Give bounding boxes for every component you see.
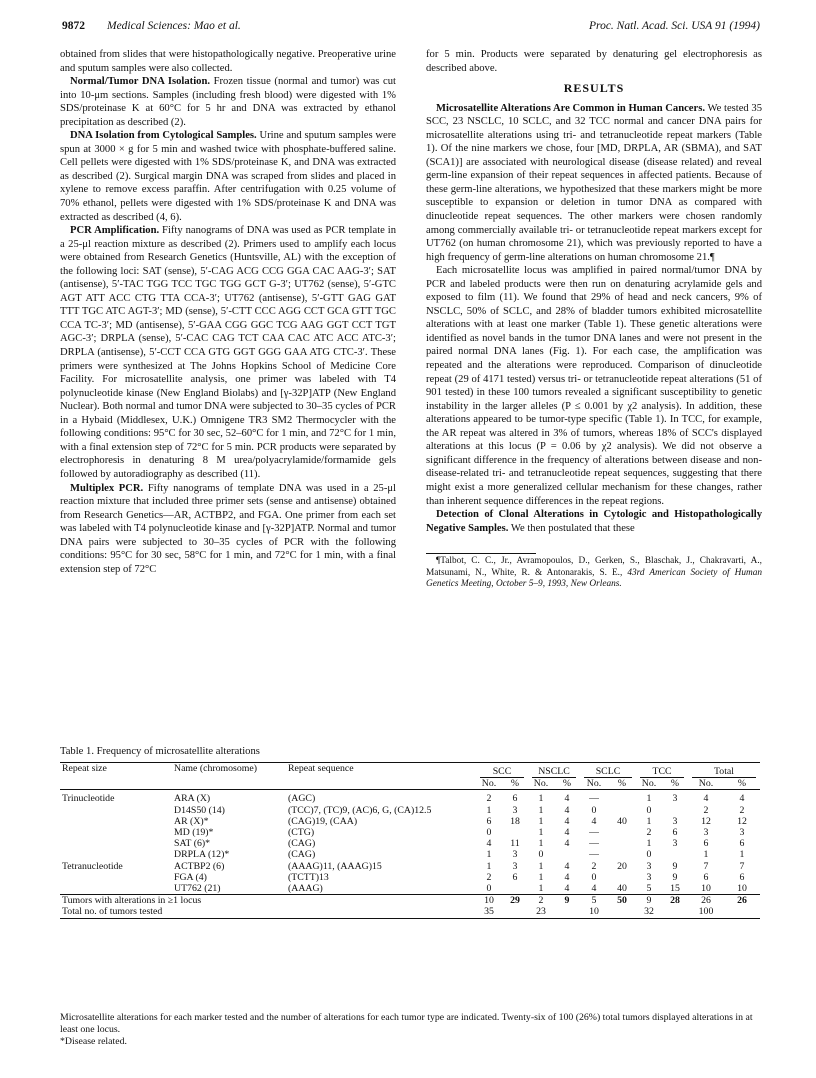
repeat-sequence-cell: (AAAG) <box>288 883 323 895</box>
value-cell: 4 <box>591 883 597 895</box>
value-cell: 2 <box>486 793 492 805</box>
value-cell: 1 <box>703 849 709 861</box>
repeat-size-cell <box>60 838 172 849</box>
header-repeat-size: Repeat size <box>62 763 107 774</box>
summary-alterations-value: 5 <box>580 895 608 907</box>
right-continuation: for 5 min. Products were separated by denaturing gel electrophoresis as described above. <box>426 49 762 74</box>
value-cell: 2 <box>486 871 492 883</box>
value-cell: 4 <box>486 838 492 850</box>
value-cell: 6 <box>739 838 745 850</box>
value-cell: 3 <box>646 860 652 872</box>
summary-total-label: Total no. of tumors tested <box>60 906 476 918</box>
value-cell: 1 <box>538 860 544 872</box>
value-cell: 1 <box>646 815 652 827</box>
footnote-rule <box>426 553 536 554</box>
repeat-sequence-cell: (AAAG)11, (AAAG)15 <box>288 860 382 872</box>
value-cell: 3 <box>646 871 652 883</box>
right-paragraph <box>426 508 762 535</box>
left-paragraph-heading: Normal/Tumor DNA Isolation. <box>70 76 210 88</box>
header-name-chromosome: Name (chromosome) <box>174 763 257 774</box>
value-cell: 4 <box>564 883 570 895</box>
left-paragraph <box>60 224 396 481</box>
table-row <box>60 883 760 895</box>
value-cell: 0 <box>646 804 652 816</box>
value-cell: 2 <box>739 804 745 816</box>
right-column <box>426 48 762 591</box>
value-cell: 9 <box>672 860 678 872</box>
value-cell: 0 <box>538 849 544 861</box>
right-paragraph-text: Each microsatellite locus was amplified in paired normal/tumor DNA by PCR and labeled products were then run on denaturing acrylamide gels and exposed to film (11). We found that 29% of head and neck cancers, 9% of NSCLC, 50% of SCLC, and 28% of bladder tumors exhibited microsatellite alterations with at least one marker (Table 1). These genetic alterations were identified as novel bands in the tumor DNA lanes and were not present in the paired normal DNA lanes (Fig. 1). For each case, the amplification was repeated and the alterations were reproduced. Comparison of dinucleotide repeat (29 of 4171 tested) versus tri- or tetranucleotide repeat alterations (51 of 901 tested) in these 100 tumors revealed a significant susceptibility to genetic instability in the larger alleles (P ≤ 0.001 by χ2 analysis). In addition, these alterations appeared to be tumor-type specific (Table 1). In TCC, for example, the AR repeat was altered in 3% of tumors, whereas 18% of SCC's displayed alterations at this locus (P = 0.06 by χ2 analysis). We did not observe a significant difference in the frequency of alterations between disease and non-disease-related tri- and tetranucleotide repeat sequences, suggesting that there might exist a more generalized cellular mechanism for these changes, rather than inherent sequence differences in the repeat regions. <box>426 265 762 507</box>
marker-name-cell: SAT (6)* <box>174 838 211 850</box>
value-cell: 4 <box>564 804 570 816</box>
value-cell: 10 <box>737 883 747 895</box>
table-row <box>60 861 760 872</box>
value-cell: 3 <box>512 860 518 872</box>
value-cell: — <box>589 849 599 861</box>
value-cell: 3 <box>703 827 709 839</box>
value-cell: 1 <box>739 849 745 861</box>
value-cell <box>662 805 688 816</box>
right-paragraph-text: We then postulated that these <box>508 522 635 534</box>
results-heading: RESULTS <box>563 81 625 96</box>
repeat-sequence-cell: (CAG) <box>288 838 316 850</box>
right-paragraph-text: We tested 35 SCC, 23 NSCLC, 10 SCLC, and 32 TCC normal and cancer DNA pairs for microsatellite alterations using tri- and tetranucleotide repeat markers (Table 1). Of the nine markers we chose, four [MD, DRPLA, AR (SBMA), and SAT (SCA1)] are associated with neurological disease (disease related) and reveal germ-line expansion of their repeat sequences in affected patients. Because of these germ-line alterations, we hypothesized that these markers might be more susceptible to expansion or deletion in tumor DNA as compared with dinucleotide repeat sequences. The other markers were chosen randomly among commercially available tri- or tetranucleotide repeat markers except for UT762 (on human chromosome 21), which was previously reported to have a high frequency of germ-line alterations on human chromosome 21.¶ <box>426 102 762 263</box>
subheader-no: No. <box>528 778 554 790</box>
table-row <box>60 790 760 805</box>
value-cell: 6 <box>512 793 518 805</box>
disease-note: *Disease related. <box>60 1036 127 1047</box>
value-cell: 2 <box>646 827 652 839</box>
value-cell: 4 <box>739 793 745 805</box>
right-paragraph-heading: Microsatellite Alterations Are Common in Human Cancers. <box>436 102 705 114</box>
summary-alterations-value: 28 <box>662 895 688 907</box>
value-cell: 7 <box>739 860 745 872</box>
value-cell: 1 <box>538 793 544 805</box>
marker-name-cell: MD (19)* <box>174 827 214 839</box>
value-cell: 3 <box>739 827 745 839</box>
value-cell: 11 <box>510 838 520 850</box>
subheader-percent: % <box>724 778 760 790</box>
value-cell: 6 <box>739 871 745 883</box>
table-note: Microsatellite alterations for each marker tested and the number of alterations for each tumor type are indicated. Twenty-six of 100 (26%) total tumors displayed alterations in at least one locus. <box>60 1012 753 1035</box>
marker-name-cell: FGA (4) <box>174 871 207 883</box>
summary-alterations-row <box>60 895 760 907</box>
page-number: 9872 <box>62 20 85 32</box>
repeat-sequence-cell: (TCC)7, (TC)9, (AC)6, G, (CA)12.5 <box>288 804 432 816</box>
summary-alterations-value: 10 <box>476 895 502 907</box>
value-cell: 0 <box>591 871 597 883</box>
running-header <box>62 20 760 34</box>
summary-total-value <box>554 906 580 918</box>
value-cell: 1 <box>538 804 544 816</box>
summary-total-value: 35 <box>476 906 502 918</box>
left-paragraph <box>60 48 396 75</box>
repeat-size-cell <box>60 849 172 860</box>
value-cell <box>502 827 528 838</box>
summary-total-value: 23 <box>528 906 554 918</box>
repeat-size-cell <box>60 827 172 838</box>
summary-total-value <box>502 906 528 918</box>
value-cell: 9 <box>672 871 678 883</box>
subheader-no: No. <box>636 778 662 790</box>
value-cell: 0 <box>591 804 597 816</box>
value-cell: 4 <box>564 838 570 850</box>
value-cell <box>608 849 636 860</box>
value-cell: 12 <box>737 815 747 827</box>
value-cell: 2 <box>703 804 709 816</box>
repeat-size-cell <box>60 805 172 816</box>
value-cell: 0 <box>486 883 492 895</box>
value-cell: 3 <box>672 793 678 805</box>
value-cell: 1 <box>486 849 492 861</box>
value-cell <box>608 790 636 805</box>
results-paragraphs <box>426 102 762 536</box>
summary-total-value <box>662 906 688 918</box>
summary-total-value <box>724 906 760 918</box>
value-cell: 0 <box>646 849 652 861</box>
value-cell: 20 <box>617 860 627 872</box>
repeat-sequence-cell: (CAG)19, (CAA) <box>288 815 358 827</box>
value-cell: 40 <box>617 883 627 895</box>
table-notes <box>60 1012 760 1048</box>
left-paragraph-text: Frozen tissue (normal and tumor) was cut into 10-μm sections. Samples (including fresh blood) were digested with 1% SDS/proteinase K at 60°C for 5 hr and DNA was extracted by ethanol precipitation as described (2). <box>60 76 396 128</box>
subheader-percent: % <box>662 778 688 790</box>
summary-alterations-value: 26 <box>688 895 724 907</box>
left-paragraph-text: obtained from slides that were histopathologically negative. Preoperative urine and sputum samples were also collected. <box>60 49 396 74</box>
value-cell: 4 <box>564 871 570 883</box>
repeat-size-cell: Trinucleotide <box>62 793 115 805</box>
left-paragraph <box>60 129 396 224</box>
value-cell: 3 <box>512 849 518 861</box>
repeat-sequence-cell: (CAG) <box>288 849 316 861</box>
value-cell: — <box>589 793 599 805</box>
subheader-no: No. <box>580 778 608 790</box>
left-paragraph-text: Fifty nanograms of DNA was used as PCR template in a 25-μl reaction mixture as described (2). Primers used to amplify each locus were obtained from Research Genetics (Huntsville, AL) with the exception of the following loci: SAT (sense), 5′-CAG ACG CCG GGA CAC AAG-3′; SAT (antisense), 5′-TAC TGG TCC TGC TGG GCT G-3′; UT762 (sense), 5′-GTC AGT ATT ACC CTG TTA CCA-3′; UT762 (antisense), 5′-GTT GAG GAT TTT TGC ATC AGT-3′; MD (sense), 5′-CTT CCC AGG CCT GCA GTT TGC CCA TC-3′; MD (antisense), 5′-GAA CGG GGC TCG AAG GGT CCT TGT AGC-3′; DRPLA (sense), 5′-CAC CAG TCT CAA CAC ATC ACC ATC-3′; DRPLA (antisense), 5′-CCT CCA GTG GGT GGG GAA ATG CTC-3′. These primers were synthesized at The Johns Hopkins School of Medicine Core Facility. For microsatellite analysis, one primer was labeled with T4 polynucleotide kinase (New England Biolabs) and [γ-32P]ATP (New England Nuclear). Both normal and tumor DNA were subjected to 30–35 cycles of PCR in a Hybaid (Middlesex, U.K.) Omnigene TR3 SM2 Thermocycler with the following conditions: 95°C for 30 sec, 52–60°C for 1 min, and 72°C for 1 min, with a final extension step of 72°C for 5 min. PCR products were separated by electrophoresis in denaturing 8 M urea/polyacrylamide/formamide gels followed by autoradiography as described (11). <box>60 225 396 480</box>
value-cell: 3 <box>672 838 678 850</box>
value-cell: 1 <box>486 860 492 872</box>
section-label: Medical Sciences: Mao et al. <box>107 20 241 32</box>
footnote <box>426 556 762 591</box>
value-cell: 3 <box>672 815 678 827</box>
value-cell: 1 <box>538 838 544 850</box>
frequency-table <box>60 762 760 919</box>
table-row <box>60 849 760 860</box>
value-cell <box>608 838 636 849</box>
left-paragraph-heading: DNA Isolation from Cytological Samples. <box>70 130 257 142</box>
marker-name-cell: UT762 (21) <box>174 883 221 895</box>
group-sclc: SCLC <box>584 766 632 778</box>
value-cell <box>662 849 688 860</box>
repeat-size-cell: Tetranucleotide <box>62 860 123 872</box>
summary-total-value: 100 <box>688 906 724 918</box>
value-cell: 15 <box>670 883 680 895</box>
summary-total-value: 32 <box>636 906 662 918</box>
table-caption: Table 1. Frequency of microsatellite alterations <box>60 746 260 757</box>
summary-alterations-value: 29 <box>502 895 528 907</box>
group-tcc: TCC <box>640 766 684 778</box>
repeat-size-cell <box>60 883 172 895</box>
value-cell: 4 <box>703 793 709 805</box>
group-nsclc: NSCLC <box>532 766 576 778</box>
value-cell: 5 <box>646 883 652 895</box>
value-cell <box>502 883 528 895</box>
value-cell: 6 <box>703 871 709 883</box>
value-cell: 4 <box>564 815 570 827</box>
value-cell <box>554 849 580 860</box>
value-cell: — <box>589 827 599 839</box>
summary-alterations-value: 50 <box>608 895 636 907</box>
marker-name-cell: ACTBP2 (6) <box>174 860 225 872</box>
value-cell: 3 <box>512 804 518 816</box>
left-column <box>60 48 396 576</box>
footnote-authors: ¶Talbot, C. C., Jr., Avramopoulos, D., Gerken, S., Blaschak, J., Chakravarti, A., Matsunami, N., White, R. & Antonarakis, S. E., <box>426 556 762 578</box>
value-cell: 6 <box>486 815 492 827</box>
left-paragraph <box>60 482 396 577</box>
right-paragraph <box>426 102 762 265</box>
footnote-meeting: 43rd American Society of Human Genetics Meeting, October 5–9, 1993, New Orleans. <box>426 567 762 590</box>
marker-name-cell: D14S50 (14) <box>174 804 225 816</box>
value-cell <box>608 827 636 838</box>
subheader-percent: % <box>554 778 580 790</box>
value-cell: 1 <box>538 871 544 883</box>
summary-alterations-value: 9 <box>554 895 580 907</box>
right-paragraph <box>426 264 762 508</box>
repeat-size-cell <box>60 816 172 827</box>
value-cell: 2 <box>591 860 597 872</box>
subheader-percent: % <box>608 778 636 790</box>
left-paragraph-heading: PCR Amplification. <box>70 225 160 237</box>
value-cell: 1 <box>538 883 544 895</box>
left-paragraph-heading: Multiplex PCR. <box>70 482 144 494</box>
subheader-no: No. <box>688 778 724 790</box>
group-scc: SCC <box>480 766 524 778</box>
value-cell: — <box>589 838 599 850</box>
repeat-sequence-cell: (AGC) <box>288 793 316 805</box>
value-cell: 12 <box>701 815 711 827</box>
value-cell <box>608 872 636 883</box>
journal-reference: Proc. Natl. Acad. Sci. USA 91 (1994) <box>589 20 760 32</box>
header-repeat-sequence: Repeat sequence <box>288 763 354 774</box>
left-paragraph <box>60 75 396 129</box>
value-cell: 4 <box>564 793 570 805</box>
right-paragraph-heading: Detection of Clonal Alterations in Cytologic and Histopathologically Negative Samples. <box>426 509 762 534</box>
group-total: Total <box>692 766 756 778</box>
summary-alterations-label: Tumors with alterations in ≥1 locus <box>60 895 476 907</box>
repeat-sequence-cell: (TCTT)13 <box>288 871 329 883</box>
repeat-size-cell <box>60 872 172 883</box>
summary-alterations-value: 2 <box>528 895 554 907</box>
table-row <box>60 816 760 827</box>
value-cell: 10 <box>701 883 711 895</box>
summary-alterations-value: 26 <box>724 895 760 907</box>
left-paragraph-text: Urine and sputum samples were spun at 3000 × g for 5 min and washed twice with phosphate-buffered saline. Cell pellets were digested with 1% SDS/proteinase K, and DNA was extracted as described (2). Surgical margin DNA was scraped from slides and placed in xylene to remove excess paraffin. After centrifugation with 0.25 volume of 70% ethanol, pellets were digested with 1% SDS/proteinase K and DNA was extracted as described (4, 6). <box>60 130 396 223</box>
marker-name-cell: DRPLA (12)* <box>174 849 230 861</box>
subheader-percent: % <box>502 778 528 790</box>
value-cell: 7 <box>703 860 709 872</box>
table-row <box>60 805 760 816</box>
value-cell: 18 <box>510 815 520 827</box>
value-cell: 1 <box>486 804 492 816</box>
value-cell: 40 <box>617 815 627 827</box>
value-cell: 1 <box>538 827 544 839</box>
value-cell: 4 <box>564 827 570 839</box>
value-cell: 1 <box>538 815 544 827</box>
value-cell: 4 <box>564 860 570 872</box>
value-cell: 6 <box>512 871 518 883</box>
value-cell: 6 <box>703 838 709 850</box>
summary-alterations-value: 9 <box>636 895 662 907</box>
marker-name-cell: AR (X)* <box>174 815 209 827</box>
summary-total-value: 10 <box>580 906 608 918</box>
subheader-no: No. <box>476 778 502 790</box>
summary-total-value <box>608 906 636 918</box>
repeat-sequence-cell: (CTG) <box>288 827 315 839</box>
value-cell: 0 <box>486 827 492 839</box>
table-row <box>60 872 760 883</box>
value-cell: 4 <box>591 815 597 827</box>
left-paragraph-text: Fifty nanograms of template DNA was used in a 25-μl reaction mixture that included three primer sets (sense and antisense) obtained from Research Genetics—AR, ACTBP2, and FGA. One primer from each set was labeled with T4 polynucleotide kinase and [γ-32P]ATP. Normal and tumor DNA pairs were subjected to 30–35 cycles of PCR with the following conditions: 95°C for 30 sec, 58°C for 1 min, and 72°C for 1 min, with a final extension step of 72°C <box>60 482 396 575</box>
value-cell: 1 <box>646 793 652 805</box>
value-cell: 1 <box>646 838 652 850</box>
marker-name-cell: ARA (X) <box>174 793 211 805</box>
value-cell: 6 <box>672 827 678 839</box>
table-row <box>60 827 760 838</box>
summary-total-row <box>60 906 760 918</box>
table-row <box>60 838 760 849</box>
value-cell <box>608 805 636 816</box>
